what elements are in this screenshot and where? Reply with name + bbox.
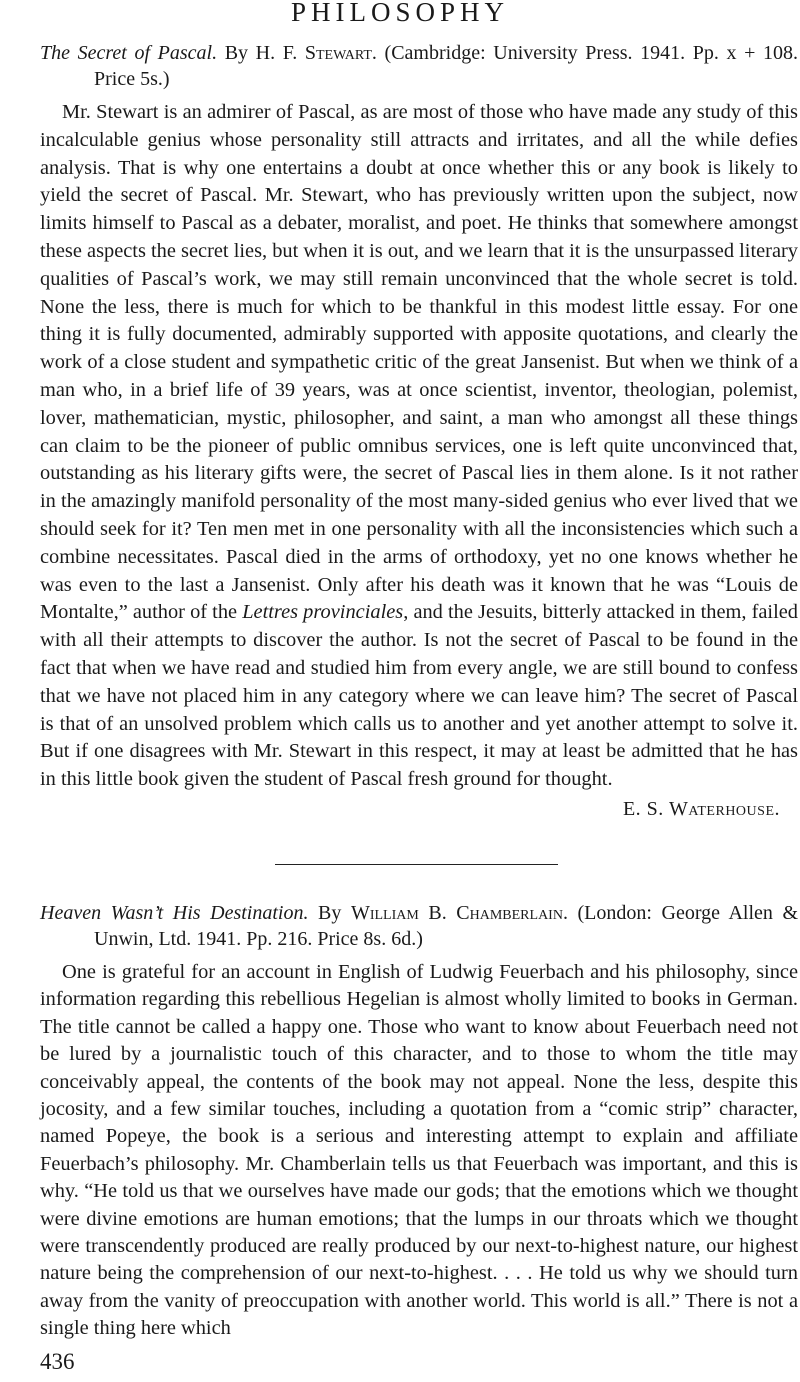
review-heading xyxy=(40,900,798,952)
review-heading xyxy=(40,40,798,92)
review-body xyxy=(40,99,798,794)
book-author: H. F. Stewart. xyxy=(255,42,377,64)
section-divider xyxy=(275,864,558,865)
publication-details: (Cambridge: University Press. 1941. Pp. x + 108. Price 5s.) xyxy=(94,42,799,90)
reviewer-signature: E. S. Waterhouse. xyxy=(622,797,780,820)
book-author: William B. Chamberlain. xyxy=(350,902,568,924)
review-text-part1: Mr. Stewart is an admirer of Pascal, as are most of those who have made any study of this incalculable genius whose personality still attracts and irritates, and all the while defies analysis. That is why one entertains a doubt at once whether this or any book is likely to yield the secret of Pascal. Mr. Stewart, who has previously written upon the subject, now limits himself to Pascal as a debater, moralist, and poet. He thinks that somewhere amongst these aspects the secret lies, but when it is out, and we learn that it is the unsurpassed literary qualities of Pascal’s work, we may still remain unconvinced that the whole secret is told. None the less, there is much for which to be thankful in this modest little essay. For one thing it is fully documented, admirably supported with apposite quotations, and clearly the work of a close student and sympathetic critic of the great Jansenist. But when we think of a man who, in a brief life of 39 years, was at once scientist, inventor, theologian, polemist, lover, mathematician, mystic, philosopher, and saint, a man who amongst all these things can claim to be the pioneer of public omnibus services, one is left quite unconvinced that, outstanding as his literary gifts were, the secret of Pascal lies in them alone. Is it not rather in the amazingly manifold personality of the most many-sided genius who ever lived that we should seek for it? Ten men met in one personality with all the inconsistencies which such a combine necessitates. Pascal died in the arms of orthodoxy, yet no one knows whether he was even to the last a Jansenist. Only after his death was it known that he was “Louis de Montalte,” author of the xyxy=(40,101,798,624)
section-title: PHILOSOPHY xyxy=(290,0,510,27)
page-number: 436 xyxy=(40,1349,75,1374)
book-title: The Secret of Pascal. xyxy=(40,42,218,64)
italic-title: Lettres provinciales xyxy=(242,601,404,624)
by-word: By xyxy=(318,902,342,924)
publication-details: (London: George Allen & Unwin, Ltd. 1941. Pp. 216. Price 8s. 6d.) xyxy=(94,902,799,950)
review-pascal xyxy=(40,40,798,822)
review-feuerbach xyxy=(40,900,798,1343)
by-word: By xyxy=(224,42,249,64)
review-body: One is grateful for an account in English of Ludwig Feuerbach and his philosophy, since information regarding this rebellious Hegelian is almost wholly limited to books in German. The title cannot be called a happy one. Those who want to know about Feuerbach need not be lured by a journalistic touch of this character, and to those to whom the title may conceivably appeal, the contents of the book may not appeal. None the less, despite this jocosity, and a few similar touches, including a quotation from a “comic strip” character, named Popeye, the book is a serious and interesting attempt to explain and affiliate Feuerbach’s philosophy. Mr. Chamberlain tells us that Feuerbach was important, and this is why. “He told us that we ourselves have made our gods; that the emotions which we thought were divine emotions are human emotions; that the lumps in our throats which we thought were transcendently produced are really produced by our next-to-highest nature, our highest nature being the comprehension of our next-to-highest. . . . He told us why we should turn away from the vanity of preoccupation with another world. This world is all.” There is not a single thing here which xyxy=(40,961,798,1340)
book-title: Heaven Wasn’t His Destination. xyxy=(40,902,309,924)
review-text-part2: , and the Jesuits, bitterly attacked in them, failed with all their attempts to discover the author. Is not the secret of Pascal to be found in the fact that when we have read and studied him from every angle, we are still bound to confess that we have not placed him in any category where we can leave him? The secret of Pascal is that of an unsolved problem which calls us to another and yet another attempt to solve it. But if one disagrees with Mr. Stewart in this respect, it may at least be admitted that he has in this little book given the student of Pascal fresh ground for thought. xyxy=(40,601,798,791)
